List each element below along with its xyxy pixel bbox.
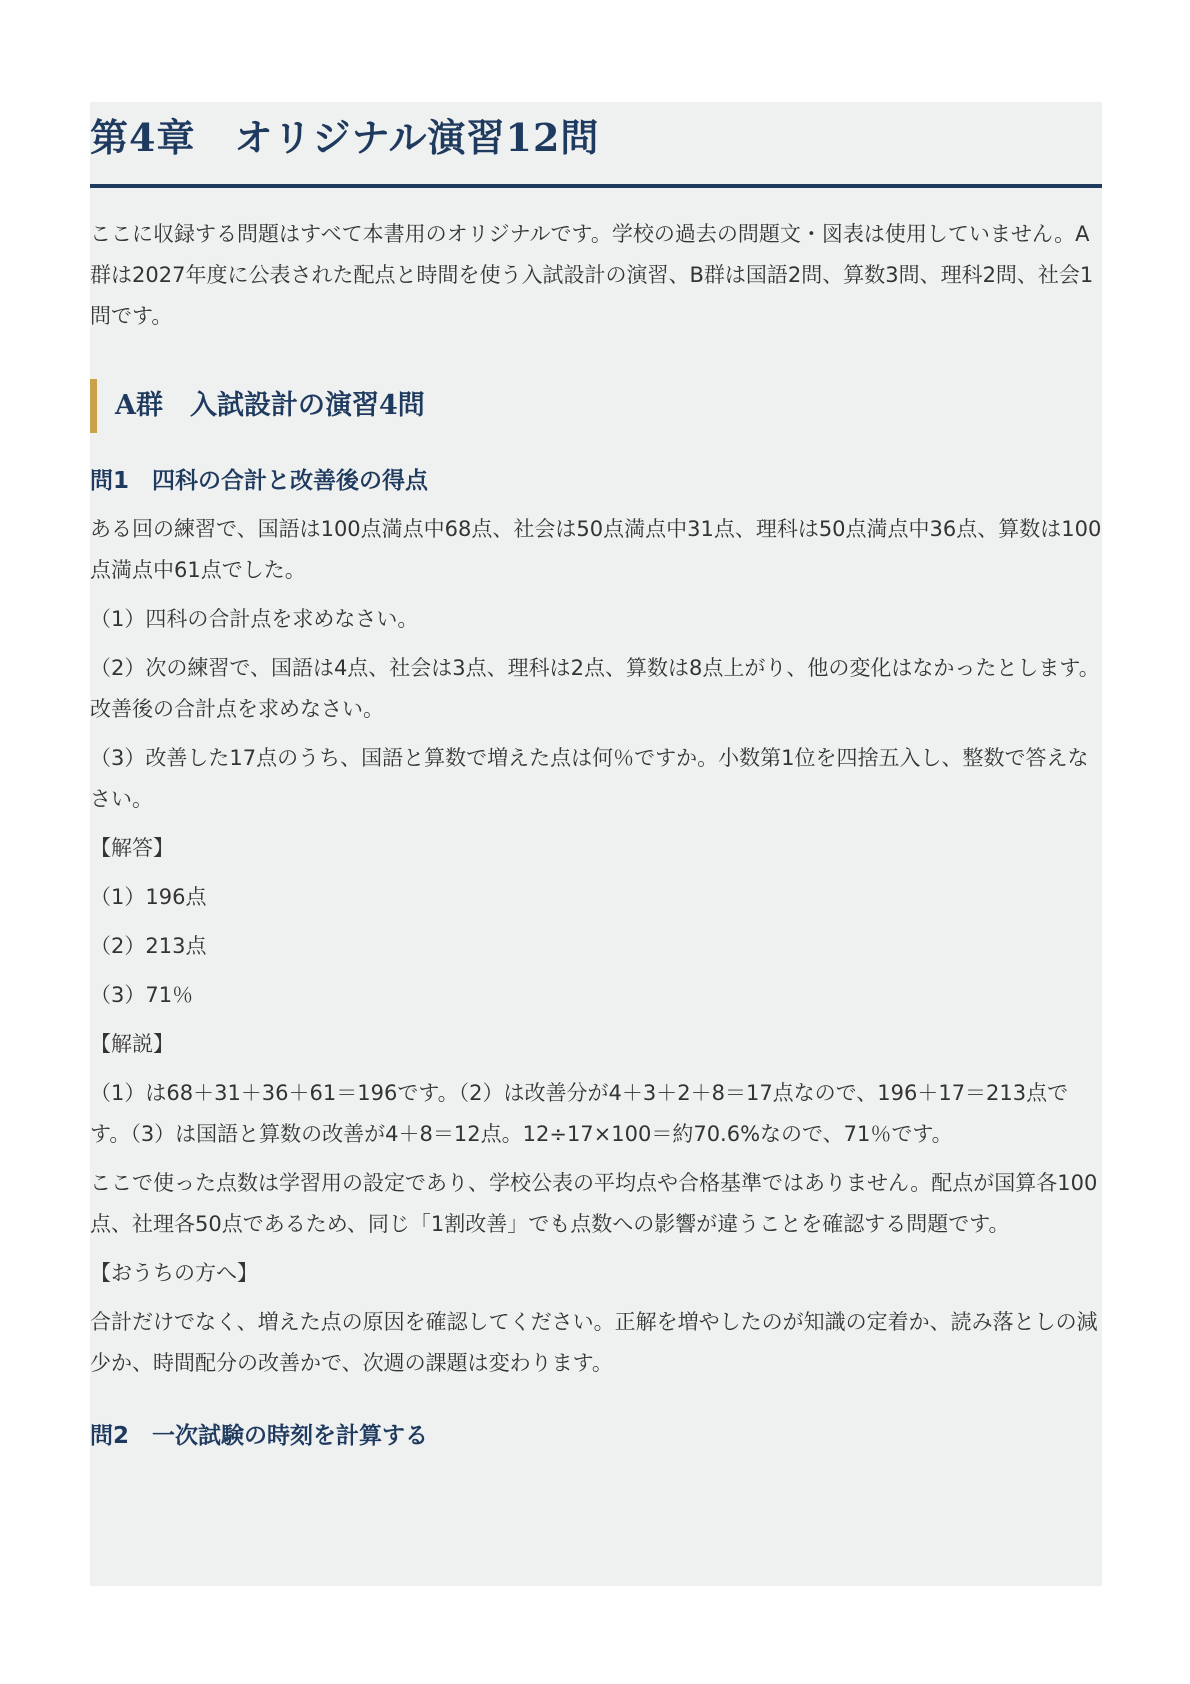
question-1-part-3: （3）改善した17点のうち、国語と算数で増えた点は何％ですか。小数第1位を四捨五入し、整数で答えなさい。 <box>90 746 1089 811</box>
section-a-title: A群 入試設計の演習4問 <box>90 379 1102 433</box>
question-1-title: 問1 四科の合計と改善後の得点 <box>90 468 429 494</box>
explanation-paragraph-1: （1）は68＋31＋36＋61＝196です。（2）は改善分が4＋3＋2＋8＝17点なので、196＋17＝213点です。（3）は国語と算数の改善が4＋8＝12点。12÷17×100＝約70.6%なので、71％です。 <box>90 1081 1069 1146</box>
answer-2: （2）213点 <box>90 934 207 958</box>
explanation-paragraph-2: ここで使った点数は学習用の設定であり、学校公表の平均点や合格基準ではありません。配点が国算各100点、社理各50点であるため、同じ「1割改善」でも点数への影響が違うことを確認する問題です。 <box>90 1171 1098 1236</box>
question-2-title: 問2 一次試験の時刻を計算する <box>90 1423 429 1449</box>
parent-note-label: 【おうちの方へ】 <box>90 1261 258 1285</box>
page-content <box>90 102 1102 1454</box>
answer-3: （3）71％ <box>90 983 194 1007</box>
answer-1: （1）196点 <box>90 885 207 909</box>
question-1-statement: ある回の練習で、国語は100点満点中68点、社会は50点満点中31点、理科は50点満点中36点、算数は100点満点中61点でした。 <box>90 517 1102 582</box>
question-1-part-2: （2）次の練習で、国語は4点、社会は3点、理科は2点、算数は8点上がり、他の変化はなかったとします。改善後の合計点を求めなさい。 <box>90 656 1100 721</box>
question-1-part-1: （1）四科の合計点を求めなさい。 <box>90 607 419 631</box>
explanation-label: 【解説】 <box>90 1032 174 1056</box>
chapter-intro: ここに収録する問題はすべて本書用のオリジナルです。学校の過去の問題文・図表は使用していません。A群は2027年度に公表された配点と時間を使う入試設計の演習、B群は国語2問、算数3問、理科2問、社会1問です。 <box>90 222 1094 328</box>
parent-note: 合計だけでなく、増えた点の原因を確認してください。正解を増やしたのが知識の定着か、読み落としの減少か、時間配分の改善かで、次週の課題は変わります。 <box>90 1310 1098 1375</box>
chapter-title: 第4章 オリジナル演習12問 <box>90 102 1102 188</box>
answer-label: 【解答】 <box>90 836 174 860</box>
